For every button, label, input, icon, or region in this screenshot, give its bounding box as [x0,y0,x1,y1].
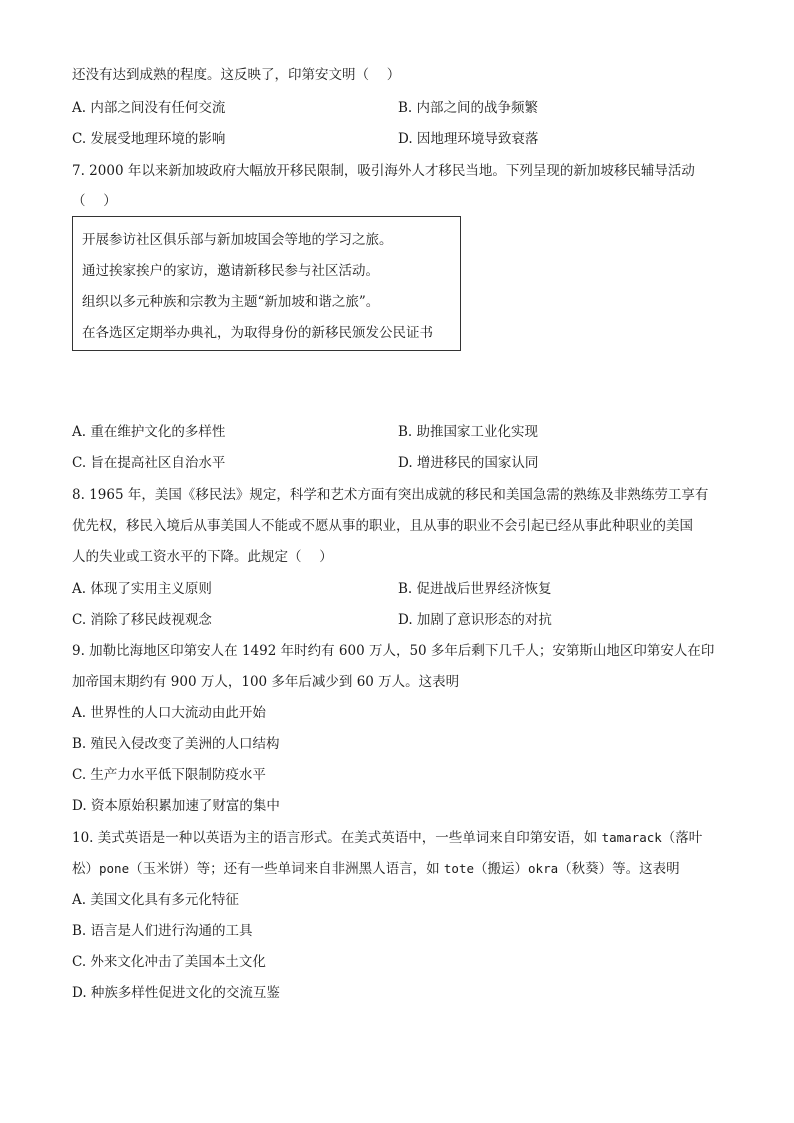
q10-option-c: C. 外来文化冲击了美国本土文化 [72,954,266,970]
q7-option-d: D. 增进移民的国家认同 [398,455,539,471]
q7-material-box [72,216,461,351]
q10-word-okra: okra [528,861,559,876]
q7-box-line-1: 开展参访社区俱乐部与新加坡国会等地的学习之旅。 [82,232,393,248]
q6-option-b: B. 内部之间的战争频繁 [398,100,539,116]
q8-stem-line1: 8. 1965 年，美国《移民法》规定，科学和艺术方面有突出成就的移民和美国急需的熟练及非熟练劳工享有 [72,487,709,503]
q10-stem-text: （玉米饼）等；还有一些单词来自非洲黑人语言，如 [129,861,444,877]
q10-stem-line2 [72,860,680,878]
q7-stem-line2: （ ） [72,193,117,209]
q6-option-d: D. 因地理环境导致衰落 [398,131,539,147]
q6-stem-continuation: 还没有达到成熟的程度。这反映了，印第安文明（ ） [72,67,401,83]
q9-option-d: D. 资本原始积累加速了财富的集中 [72,798,280,814]
q10-stem-text: （秋葵）等。这表明 [558,861,680,877]
q9-option-c: C. 生产力水平低下限制防疫水平 [72,767,266,783]
q10-stem-text: （落叶 [661,830,703,846]
q6-option-a: A. 内部之间没有任何交流 [72,100,226,116]
q8-option-a: A. 体现了实用主义原则 [72,581,212,597]
q7-option-a: A. 重在维护文化的多样性 [72,424,226,440]
q8-option-b: B. 促进战后世界经济恢复 [398,581,552,597]
q6-option-c: C. 发展受地理环境的影响 [72,131,226,147]
q10-stem-text: 10. 美式英语是一种以英语为主的语言形式。在美式英语中，一些单词来自印第安语，如 [72,830,602,846]
q10-stem-text: 松） [72,861,99,877]
q8-option-c: C. 消除了移民歧视观念 [72,612,212,628]
q10-stem-line1 [72,829,702,847]
q7-option-b: B. 助推国家工业化实现 [398,424,539,440]
q7-option-c: C. 旨在提高社区自治水平 [72,455,226,471]
q10-option-d: D. 种族多样性促进文化的交流互鉴 [72,985,280,1001]
q7-stem-line1: 7. 2000 年以来新加坡政府大幅放开移民限制，吸引海外人才移民当地。下列呈现的新加坡移民辅导活动 [72,163,695,179]
q10-option-b: B. 语言是人们进行沟通的工具 [72,923,253,939]
q9-option-a: A. 世界性的人口大流动由此开始 [72,705,266,721]
q7-box-line-2: 通过挨家挨户的家访，邀请新移民参与社区活动。 [82,263,379,279]
q8-option-d: D. 加剧了意识形态的对抗 [398,612,552,628]
q8-stem-line2: 优先权，移民入境后从事美国人不能或不愿从事的职业，且从事的职业不会引起已经从事此种职业的美国 [72,518,693,534]
q7-box-line-3: 组织以多元种族和宗教为主题“新加坡和谐之旅”。 [82,294,380,310]
q9-stem-line2: 加帝国末期约有 900 万人，100 多年后减少到 60 万人。这表明 [72,674,460,690]
q8-stem-line3: 人的失业或工资水平的下降。此规定（ ） [72,549,333,565]
q10-stem-text: （搬运） [474,861,529,877]
q10-option-a: A. 美国文化具有多元化特征 [72,892,239,908]
q9-option-b: B. 殖民入侵改变了美洲的人口结构 [72,736,280,752]
q10-word-tote: tote [443,861,475,876]
q9-stem-line1: 9. 加勒比海地区印第安人在 1492 年时约有 600 万人，50 多年后剩下几千人；安第斯山地区印第安人在印 [72,643,715,659]
q10-word-pone: pone [99,861,130,876]
q7-box-line-4: 在各选区定期举办典礼，为取得身份的新移民颁发公民证书 [82,325,433,341]
q10-word-tamarack: tamarack [601,830,662,845]
